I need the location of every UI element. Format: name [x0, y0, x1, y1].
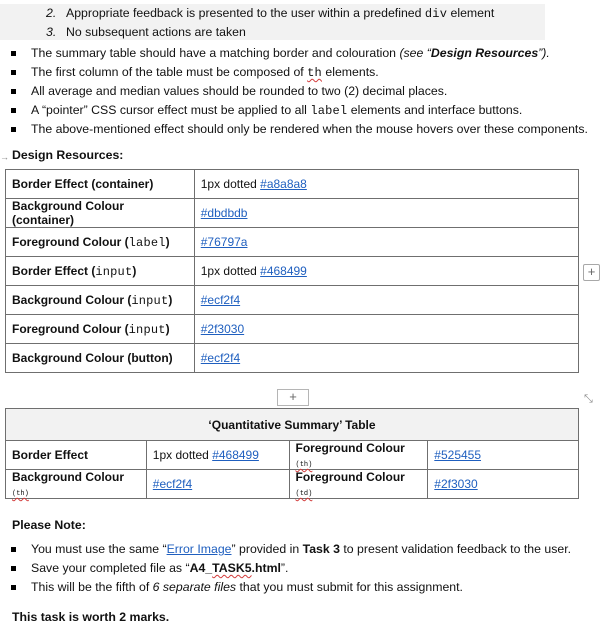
summary-table [5, 408, 579, 499]
resource-value: 1px dotted #468499 [194, 257, 578, 286]
please-note-heading: Please Note: [12, 518, 86, 532]
resource-value: 1px dotted #a8a8a8 [194, 170, 578, 199]
summary-cell [428, 470, 579, 499]
resource-label: Foreground Colour (input) [6, 315, 195, 344]
requirement-item-3 [0, 22, 603, 40]
error-image-link[interactable]: Error Image [166, 542, 232, 556]
bullet-text-end: elements. [321, 65, 379, 79]
resource-value [194, 228, 578, 257]
design-resources-table [5, 169, 579, 373]
color-link[interactable]: #ecf2f4 [200, 351, 241, 365]
label-code: label [310, 104, 348, 118]
summary-cell: Background Colour (th) [6, 470, 147, 499]
move-arrow-icon[interactable]: → [0, 152, 9, 162]
note-text-end: ”. [280, 561, 289, 575]
bullet-marker [11, 127, 16, 132]
color-link[interactable]: #2f3030 [200, 322, 245, 336]
resource-label: Background Colour (input) [6, 286, 195, 315]
bullet-marker [11, 70, 16, 75]
item-text-pre: Appropriate feedback is presented to the user within a predefined [66, 6, 425, 20]
summary-table-title: ‘Quantitative Summary’ Table [6, 409, 579, 441]
add-column-button[interactable]: + [583, 264, 600, 281]
bullet-marker [11, 585, 16, 590]
requirement-item-2 [0, 4, 603, 22]
resize-handle-icon[interactable]: ⤡ [584, 393, 593, 405]
table-row [6, 257, 579, 286]
bullet-text: A “pointer” CSS cursor effect must be applied to all [31, 103, 311, 117]
note-text: You must use the same “ [31, 542, 167, 556]
note-text: Save your completed file as “ [31, 561, 190, 575]
resource-value [194, 344, 578, 373]
bullet-marker [11, 566, 16, 571]
bullet-italic-end: ”). [538, 46, 550, 60]
color-link[interactable]: #ecf2f4 [152, 477, 193, 491]
color-link[interactable]: #dbdbdb [200, 206, 248, 220]
task-3-ref: Task 3 [302, 542, 340, 556]
color-link[interactable]: #a8a8a8 [260, 177, 307, 191]
table-row [6, 441, 579, 470]
bullet-text: The first column of the table must be composed of [31, 65, 308, 79]
summary-cell: Foreground Colour (td) [289, 470, 428, 499]
bullet-marker [11, 108, 16, 113]
table-row [6, 344, 579, 373]
task-worth-text: This task is worth 2 marks. [12, 610, 170, 624]
bullet-marker [11, 547, 16, 552]
item-number: 2. [46, 6, 57, 20]
bullet-text-end: elements and interface buttons. [347, 103, 523, 117]
item-number: 3. [46, 25, 57, 39]
color-link[interactable]: #76797a [200, 235, 248, 249]
bullet-text: The summary table should have a matching border and colouration [31, 46, 400, 60]
bullet-marker [11, 89, 16, 94]
summary-cell: 1px dotted #468499 [146, 441, 289, 470]
add-row-button[interactable]: + [277, 389, 309, 406]
table-row [6, 470, 579, 499]
bullet-italic: (see “ [399, 46, 431, 60]
th-code: th [307, 66, 322, 80]
item-text: No subsequent actions are taken [66, 25, 246, 39]
item-text-post: element [447, 6, 495, 20]
resource-value [194, 286, 578, 315]
table-row [6, 228, 579, 257]
table-title-row [6, 409, 579, 441]
bullet-text: The above-mentioned effect should only be rendered when the mouse hovers over these components. [31, 122, 588, 136]
table-row [6, 315, 579, 344]
summary-cell: Foreground Colour (th) [289, 441, 428, 470]
table-row [6, 170, 579, 199]
design-resources-ref: Design Resources [430, 46, 539, 60]
color-link[interactable]: #2f3030 [434, 477, 478, 491]
color-link[interactable]: #468499 [212, 448, 259, 462]
note-text: This will be the fifth of [31, 580, 153, 594]
filename: A4_TASK5.html [189, 561, 281, 575]
summary-cell [146, 470, 289, 499]
note-text-end: that you must submit for this assignment. [236, 580, 463, 594]
resource-label: Background Colour (container) [6, 199, 195, 228]
resource-value [194, 315, 578, 344]
resource-value [194, 199, 578, 228]
note-text-end: to present validation feedback to the user. [339, 542, 572, 556]
table-row [6, 286, 579, 315]
bullet-marker [11, 51, 16, 56]
note-italic: 6 separate files [152, 580, 237, 594]
color-link[interactable]: #525455 [434, 448, 482, 462]
resource-label: Border Effect (input) [6, 257, 195, 286]
summary-cell: Border Effect [6, 441, 147, 470]
resource-label: Background Colour (button) [6, 344, 195, 373]
table-row [6, 199, 579, 228]
design-resources-heading: Design Resources: [12, 148, 124, 162]
bullet-text: All average and median values should be rounded to two (2) decimal places. [31, 84, 448, 98]
resource-label: Border Effect (container) [6, 170, 195, 199]
summary-cell [428, 441, 579, 470]
color-link[interactable]: #468499 [260, 264, 307, 278]
note-text-mid: ” provided in [231, 542, 303, 556]
div-code: div [424, 7, 448, 21]
color-link[interactable]: #ecf2f4 [200, 293, 241, 307]
resource-label: Foreground Colour (label) [6, 228, 195, 257]
